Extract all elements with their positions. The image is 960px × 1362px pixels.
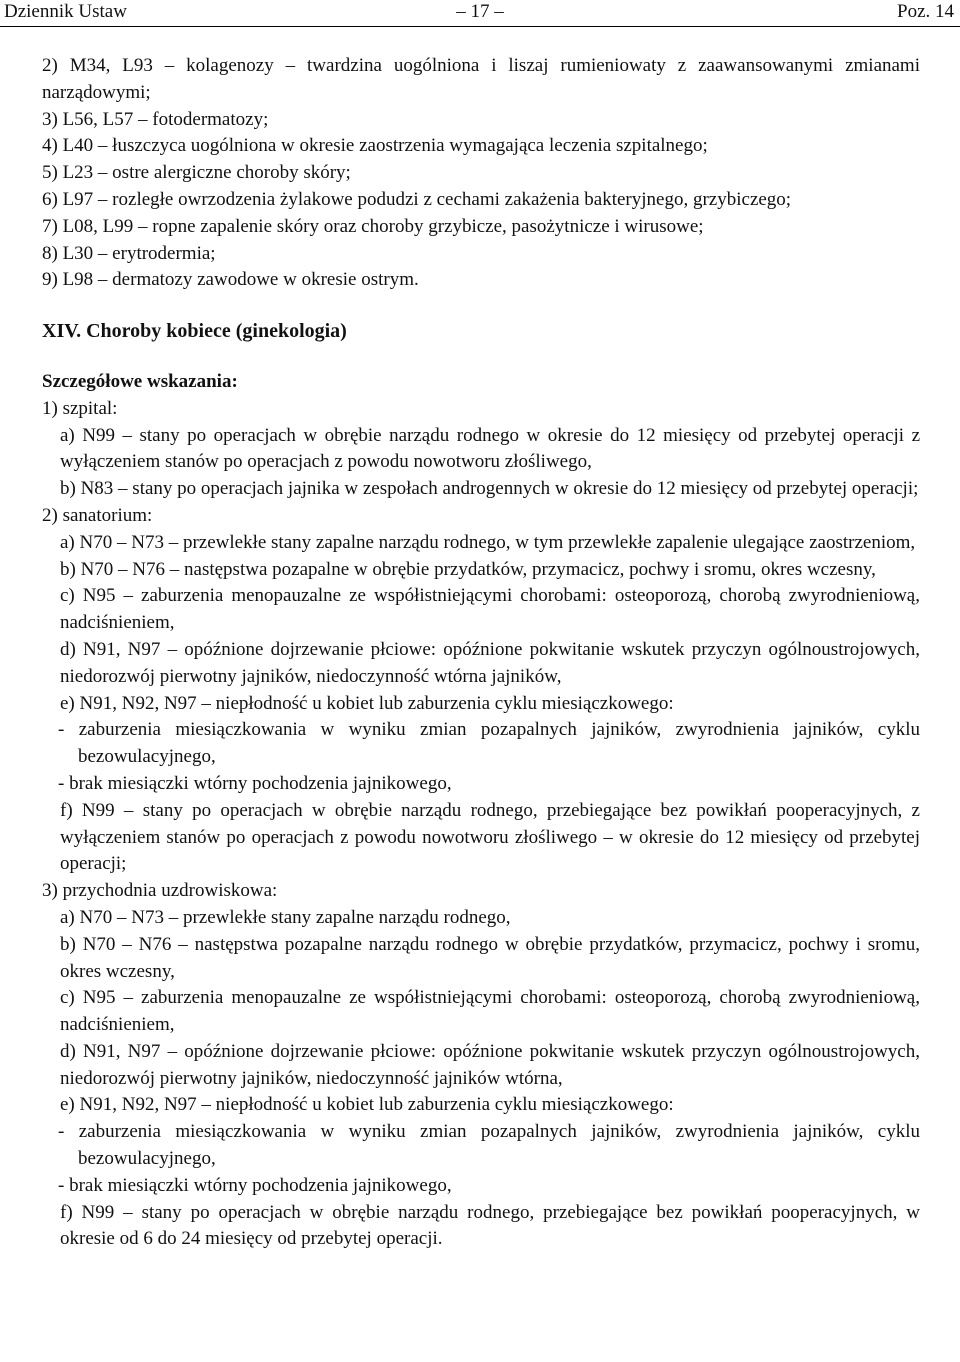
list-item: c) N95 – zaburzenia menopauzalne ze współistniejącymi chorobami: osteoporozą, chorobą zwyrodnieniową, nadciśnieniem, [60, 987, 920, 1036]
list-item: f) N99 – stany po operacjach w obrębie narządu rodnego, przebiegające bez powikłań pooperacyjnych, w okresie od 6 do 24 miesięcy od przebytej operacji. [60, 1201, 920, 1250]
page-number: – 17 – [456, 1, 504, 22]
document-body [42, 53, 920, 1253]
list-item: b) N70 – N76 – następstwa pozapalne narządu rodnego w obrębie przydatków, przymacicz, pochwy i sromu, okres wczesny, [60, 933, 920, 982]
list-item: b) N70 – N76 – następstwa pozapalne w obrębie przydatków, przymacicz, pochwy i sromu, okres wczesny, [60, 558, 876, 580]
position-number: Poz. 14 [897, 1, 954, 22]
przychodnia-label: 3) przychodnia uzdrowiskowa: [42, 880, 278, 902]
section-heading: XIV. Choroby kobiece (ginekologia) [42, 320, 347, 343]
list-item: 7) L08, L99 – ropne zapalenie skóry oraz choroby grzybicze, pasożytnicze i wirusowe; [42, 215, 704, 237]
list-item: e) N91, N92, N97 – niepłodność u kobiet lub zaburzenia cyklu miesiączkowego: [60, 1094, 674, 1116]
list-item: b) N83 – stany po operacjach jajnika w zespołach androgennych w okresie do 12 miesięcy od przebytej operacji; [60, 478, 919, 500]
list-subitem: - zaburzenia miesiączkowania w wyniku zmian pozapalnych jajników, zwyrodnienia jajników, cyklu bezowulacyjnego, [58, 1121, 920, 1170]
journal-title: Dziennik Ustaw [4, 1, 127, 22]
list-item: f) N99 – stany po operacjach w obrębie narządu rodnego, przebiegające bez powikłań pooperacyjnych, z wyłączeniem stanów po operacjach z powodu nowotworu złośliwego – w okresie do 12 miesięcy od przebytej operacji; [60, 799, 920, 875]
list-item: 5) L23 – ostre alergiczne choroby skóry; [42, 162, 351, 184]
list-item: a) N99 – stany po operacjach w obrębie narządu rodnego w okresie do 12 miesięcy od przebytej operacji z wyłączeniem stanów po operacjach z powodu nowotworu złośliwego, [60, 424, 920, 473]
list-subitem: - brak miesiączki wtórny pochodzenia jajnikowego, [58, 1174, 452, 1196]
szpital-label: 1) szpital: [42, 397, 118, 419]
sanatorium-label: 2) sanatorium: [42, 504, 153, 526]
section-subheading: Szczegółowe wskazania: [42, 370, 238, 392]
list-item: e) N91, N92, N97 – niepłodność u kobiet lub zaburzenia cyklu miesiączkowego: [60, 692, 674, 714]
list-item: d) N91, N97 – opóźnione dojrzewanie płciowe: opóźnione pokwitanie wskutek przyczyn ogólnoustrojowych, niedorozwój pierwotny jajników, niedoczynność wtórna jajników, [60, 638, 920, 687]
list-item: a) N70 – N73 – przewlekłe stany zapalne narządu rodnego, [60, 906, 511, 928]
list-item: 4) L40 – łuszczyca uogólniona w okresie zaostrzenia wymagająca leczenia szpitalnego; [42, 135, 708, 157]
list-item: 9) L98 – dermatozy zawodowe w okresie ostrym. [42, 269, 419, 291]
list-subitem: - zaburzenia miesiączkowania w wyniku zmian pozapalnych jajników, zwyrodnienia jajników, cyklu bezowulacyjnego, [58, 719, 920, 768]
list-subitem: - brak miesiączki wtórny pochodzenia jajnikowego, [58, 772, 452, 794]
list-item: 3) L56, L57 – fotodermatozy; [42, 108, 269, 130]
list-item: 6) L97 – rozległe owrzodzenia żylakowe podudzi z cechami zakażenia bakteryjnego, grzybiczego; [42, 188, 792, 210]
list-item: 2) M34, L93 – kolagenozy – twardzina uogólniona i liszaj rumieniowaty z zaawansowanymi zmianami narządowymi; [42, 55, 920, 103]
page-header [0, 0, 960, 27]
list-item: d) N91, N97 – opóźnione dojrzewanie płciowe: opóźnione pokwitanie wskutek przyczyn ogólnoustrojowych, niedorozwój pierwotny jajników, niedoczynność jajników wtórna, [60, 1040, 920, 1089]
list-item: a) N70 – N73 – przewlekłe stany zapalne narządu rodnego, w tym przewlekłe zapalenie ulegające zaostrzeniom, [60, 531, 916, 553]
list-item: c) N95 – zaburzenia menopauzalne ze współistniejącymi chorobami: osteoporozą, chorobą zwyrodnieniową, nadciśnieniem, [60, 585, 920, 634]
list-item: 8) L30 – erytrodermia; [42, 242, 216, 264]
